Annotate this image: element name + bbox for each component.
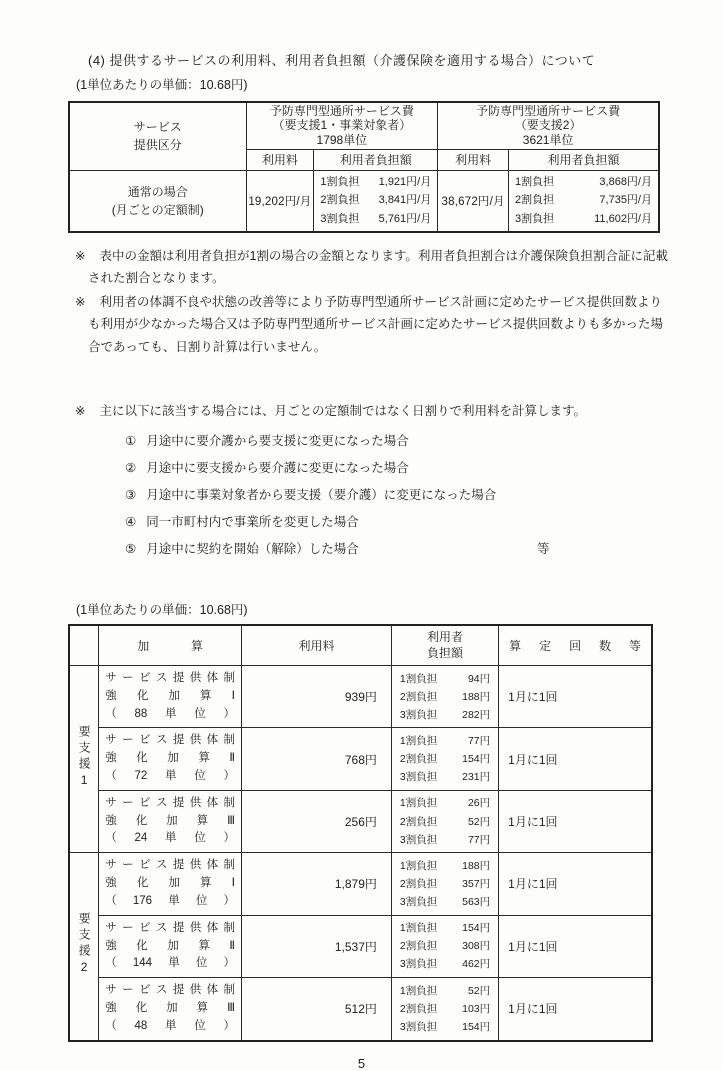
unit-price-note: (1単位あたりの単価：10.68円) (76, 78, 248, 92)
burden-header-2: 利用者負担額 (509, 149, 659, 170)
burden-line (400, 732, 490, 750)
burden-line (400, 893, 490, 911)
addition-name-cell (99, 853, 242, 915)
group1-title-line3: 1798単位 (316, 133, 368, 148)
list-item (125, 536, 672, 563)
addition-name-line: サービス提供体制 (105, 734, 236, 747)
burden-label: 1割負担 (399, 735, 438, 748)
burden-line (400, 768, 490, 786)
burden-line (515, 173, 652, 192)
burden-label: 2割負担 (399, 753, 438, 766)
burden-label: 1割負担 (399, 922, 438, 935)
burden-value: 11,602円/月 (594, 212, 652, 225)
circled-number: ② (125, 460, 137, 475)
burden-line (400, 955, 490, 973)
burden-label: 2割負担 (399, 690, 438, 703)
burden-line (400, 919, 490, 937)
fee-value-group1: 19,202円/月 (246, 170, 314, 232)
daily-calc-list (125, 428, 672, 562)
burden-line (515, 191, 652, 210)
addition-name-line: （72単位） (105, 770, 236, 782)
burden-label: 3割負担 (399, 1020, 438, 1033)
burden-value: 77円 (467, 735, 491, 748)
page-number: 5 (357, 1055, 366, 1071)
list-item (125, 428, 672, 455)
burden-label: 3割負担 (399, 895, 438, 908)
burden-label: 2割負担 (399, 877, 438, 890)
note-2 (68, 291, 672, 358)
addition-count: 1月に1回 (499, 728, 652, 790)
burden-label: 3割負担 (320, 212, 360, 225)
burden-value: 462円 (462, 958, 491, 971)
burden-label: 3割負担 (399, 833, 438, 846)
addition-burden-cell (391, 915, 498, 977)
service-category-line1: サービス (133, 120, 182, 135)
group1-title-line1: 予防専門型通所サービス費 (269, 103, 414, 118)
burden-label: 1割負担 (320, 175, 360, 188)
addition-fee: 1,537円 (242, 915, 392, 977)
circled-number: ④ (125, 514, 137, 529)
burden-value: 231円 (462, 771, 491, 784)
burden-value: 26円 (467, 797, 491, 810)
list-item (125, 482, 672, 509)
addition-count: 1月に1回 (499, 915, 652, 977)
circled-number: ① (125, 434, 137, 449)
addition-count: 1月に1回 (499, 790, 652, 852)
burden-value: 154円 (462, 922, 491, 935)
burden-line (320, 191, 431, 210)
burden-value: 52円 (467, 815, 491, 828)
burden-label: 1割負担 (399, 984, 438, 997)
burden-value: 7,735円/月 (599, 194, 652, 207)
addition-burden-cell (391, 728, 498, 790)
addition-name-line: 強化加算Ⅱ (105, 752, 236, 765)
burden-label: 2割負担 (320, 194, 360, 207)
burden-value: 77円 (467, 833, 491, 846)
burden-line (400, 831, 490, 849)
addition-name-cell (99, 978, 242, 1041)
fee-header-2: 利用料 (438, 149, 509, 170)
fee-table-corner-header (69, 102, 246, 170)
burden-value: 103円 (462, 1002, 491, 1015)
burden-line (400, 1000, 490, 1018)
burden-line (400, 750, 490, 768)
group-label-yoshien2 (69, 853, 99, 1041)
note-marker: ※ (75, 403, 86, 418)
addition-fee: 256円 (242, 790, 392, 852)
group2-title-line2: （要支援2） (514, 118, 582, 133)
addition-name-line: 強化加算Ⅲ (105, 814, 236, 827)
group-label-text: 要支援2 (77, 911, 92, 978)
addition-fee: 939円 (242, 665, 392, 727)
addition-burden-cell (391, 665, 498, 727)
group-label-yoshien1 (69, 665, 99, 852)
addition-name-line: （88単位） (105, 707, 236, 720)
burden-value: 3,841円/月 (378, 194, 432, 207)
addition-name-cell (99, 728, 242, 790)
burden-header-line2: 負担額 (427, 645, 464, 660)
daily-intro-text: 主に以下に該当する場合には、月ごとの定額制ではなく日割りで利用料を計算します。 (99, 403, 586, 418)
burden-label: 1割負担 (515, 175, 555, 188)
addition-name-line: 強化加算Ⅰ (105, 689, 236, 702)
daily-calc-section (68, 400, 672, 563)
burden-line (400, 857, 490, 875)
addition-name-line: サービス提供体制 (105, 796, 236, 809)
list-item-text: 月途中に契約を開始（解除）した場合 (146, 541, 359, 556)
burden-line (400, 670, 490, 688)
list-item-text: 月途中に要支援から要介護に変更になった場合 (146, 460, 409, 475)
addition-fee: 1,879円 (242, 853, 392, 915)
burden-cell-group1 (314, 170, 438, 232)
addition-burden-cell (391, 790, 498, 852)
fee-value-group2: 38,672円/月 (438, 170, 509, 232)
burden-line (400, 982, 490, 1000)
burden-line (400, 688, 490, 706)
addition-name-cell (99, 665, 242, 727)
list-item (125, 509, 672, 536)
burden-line (400, 794, 490, 812)
addition-name-line: サービス提供体制 (105, 984, 236, 997)
group-label-text: 要支援1 (77, 724, 92, 791)
burden-value: 357円 (462, 877, 491, 890)
burden-value: 282円 (462, 708, 491, 721)
group2-title-line1: 予防専門型通所サービス費 (476, 103, 621, 118)
group1-title-line2: （要支援1・事業対象者） (272, 118, 412, 133)
addition-fee: 768円 (242, 728, 392, 790)
burden-label: 3割負担 (399, 708, 438, 721)
addition-count: 1月に1回 (499, 853, 652, 915)
burden-line (400, 813, 490, 831)
circled-number: ⑤ (125, 541, 137, 556)
service-category-line2: 提供区分 (133, 138, 182, 153)
count-header: 算定回数等 (499, 625, 652, 665)
burden-value: 563円 (462, 895, 491, 908)
burden-line (400, 937, 490, 955)
burden-label: 3割負担 (399, 771, 438, 784)
burden-value: 154円 (462, 1020, 491, 1033)
burden-header-line1: 利用者 (427, 630, 464, 645)
burden-label: 2割負担 (399, 1002, 438, 1015)
burden-value: 52円 (467, 984, 491, 997)
addition-name-line: （144単位） (105, 957, 236, 970)
list-item (125, 455, 672, 482)
addition-name-line: サービス提供体制 (105, 671, 236, 684)
addition-table-caption: (1単位あたりの単価：10.68円) (76, 603, 248, 618)
burden-cell-group2 (509, 170, 659, 232)
fee-table-group1-header (246, 102, 438, 149)
burden-value: 188円 (462, 690, 491, 703)
note-text: 表中の金額は利用者負担が1割の場合の金額となります。利用者負担割合は介護保険負担割合証に記載された割合となります。 (88, 248, 668, 285)
fee-table (68, 101, 660, 233)
burden-header (391, 625, 498, 665)
addition-table (68, 624, 653, 1041)
burden-label: 1割負担 (399, 859, 438, 872)
burden-value: 94円 (467, 672, 491, 685)
burden-label: 2割負担 (399, 815, 438, 828)
burden-label: 1割負担 (399, 672, 438, 685)
burden-value: 188円 (462, 859, 491, 872)
burden-header-1: 利用者負担額 (314, 149, 438, 170)
burden-value: 3,868円/月 (599, 175, 652, 188)
addition-count: 1月に1回 (499, 978, 652, 1041)
addition-fee: 512円 (242, 978, 392, 1041)
note-marker: ※ (75, 248, 86, 263)
burden-value: 5,761円/月 (378, 212, 432, 225)
daily-calc-intro (68, 400, 672, 422)
addition-name-line: （176単位） (105, 894, 236, 907)
circled-number: ③ (125, 487, 137, 502)
list-item-text: 月途中に事業対象者から要支援（要介護）に変更になった場合 (146, 487, 497, 502)
burden-line (320, 173, 431, 192)
burden-line (400, 875, 490, 893)
fee-header: 利用料 (242, 625, 392, 665)
addition-name-line: サービス提供体制 (105, 859, 236, 872)
row-label-line2: (月ごとの定額制) (111, 202, 204, 217)
addition-name-cell (99, 915, 242, 977)
fee-table-group2-header (438, 102, 659, 149)
addition-name-line: （48単位） (105, 1019, 236, 1032)
addition-name-line: （24単位） (105, 832, 236, 845)
addition-burden-cell (391, 853, 498, 915)
addition-name-line: サービス提供体制 (105, 921, 236, 934)
burden-label: 2割負担 (399, 940, 438, 953)
etc-label: 等 (537, 541, 550, 556)
addition-name-cell (99, 790, 242, 852)
row-label-cell (69, 170, 246, 232)
addition-name-line: 強化加算Ⅲ (105, 1001, 236, 1014)
addition-burden-cell (391, 978, 498, 1041)
burden-label: 3割負担 (515, 212, 555, 225)
burden-value: 154円 (462, 753, 491, 766)
addition-name-line: 強化加算Ⅰ (105, 877, 236, 890)
list-item-text: 月途中に要介護から要支援に変更になった場合 (146, 434, 409, 449)
burden-label: 2割負担 (515, 194, 555, 207)
addition-header: 加算 (99, 625, 242, 665)
addition-table-empty-header (69, 625, 99, 665)
burden-line (400, 1018, 490, 1036)
section-heading: (4) 提供するサービスの利用料、利用者負担額（介護保険を適用する場合）について (88, 53, 596, 68)
burden-line (515, 210, 652, 229)
addition-name-line: 強化加算Ⅱ (105, 939, 236, 952)
note-text: 利用者の体調不良や状態の改善等により予防専門型通所サービス計画に定めたサービス提供回数よりも利用が少なかった場合又は予防専門型通所サービス計画に定めたサービス提供回数よりも多かった場合であっても、日割り計算は行いません。 (88, 295, 664, 354)
burden-value: 308円 (462, 940, 491, 953)
row-label-line1: 通常の場合 (127, 184, 188, 199)
burden-line (400, 706, 490, 724)
fee-header-1: 利用料 (246, 149, 314, 170)
addition-count: 1月に1回 (499, 665, 652, 727)
group2-title-line3: 3621単位 (522, 133, 574, 148)
list-item-text: 同一市町村内で事業所を変更した場合 (146, 514, 359, 529)
burden-label: 3割負担 (399, 958, 438, 971)
notes-section (68, 245, 672, 358)
burden-value: 1,921円/月 (378, 175, 432, 188)
burden-line (320, 210, 431, 229)
note-marker: ※ (75, 295, 86, 310)
note-1 (68, 245, 672, 290)
burden-label: 1割負担 (399, 797, 438, 810)
